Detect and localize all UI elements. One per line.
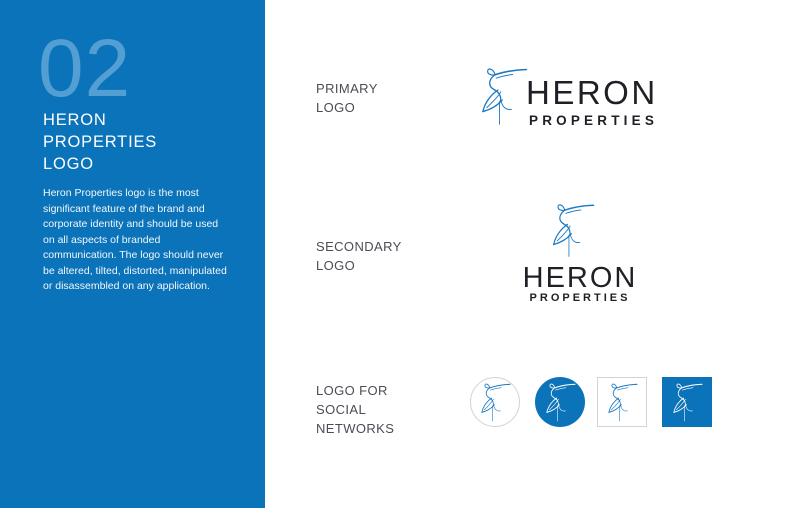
secondary-logo-label: [316, 237, 402, 275]
sidebar-title-line: HERON: [43, 111, 107, 129]
heron-bird-icon: [480, 66, 528, 126]
label-line: SOCIAL: [316, 402, 367, 417]
label-line: LOGO FOR: [316, 383, 388, 398]
heron-bird-icon: [480, 382, 511, 422]
secondary-wordmark-sub: PROPERTIES: [529, 292, 631, 304]
social-logo-circle-outline: [470, 377, 520, 427]
section-number: 02: [38, 23, 132, 114]
heron-bird-icon: [545, 382, 576, 422]
heron-bird-icon: [607, 382, 638, 422]
social-networks-logo-label: [316, 381, 394, 438]
label-line: PRIMARY: [316, 81, 378, 96]
sidebar: [0, 0, 265, 508]
social-logo-circle-filled: [535, 377, 585, 427]
primary-logo-label: [316, 79, 378, 117]
primary-wordmark-sub: PROPERTIES: [529, 113, 659, 128]
sidebar-title-line: PROPERTIES: [43, 133, 158, 151]
label-line: LOGO: [316, 100, 356, 115]
social-logo-square-filled: [662, 377, 712, 427]
social-logo-square-outline: [597, 377, 647, 427]
heron-bird-icon: [672, 382, 703, 422]
sidebar-description: Heron Properties logo is the most significant feature of the brand and corporate identity and should be used on all aspects of branded communication. The logo should never be altered, tilted, distorted, manipulated or disassembled on any application.: [43, 187, 227, 292]
sidebar-title: [43, 109, 157, 175]
label-line: LOGO: [316, 258, 356, 273]
heron-bird-icon: [551, 202, 595, 258]
label-line: SECONDARY: [316, 239, 402, 254]
label-line: NETWORKS: [316, 421, 395, 436]
sidebar-title-line: LOGO: [43, 155, 94, 173]
primary-wordmark: HERON: [526, 74, 658, 111]
secondary-wordmark: HERON: [522, 262, 638, 294]
